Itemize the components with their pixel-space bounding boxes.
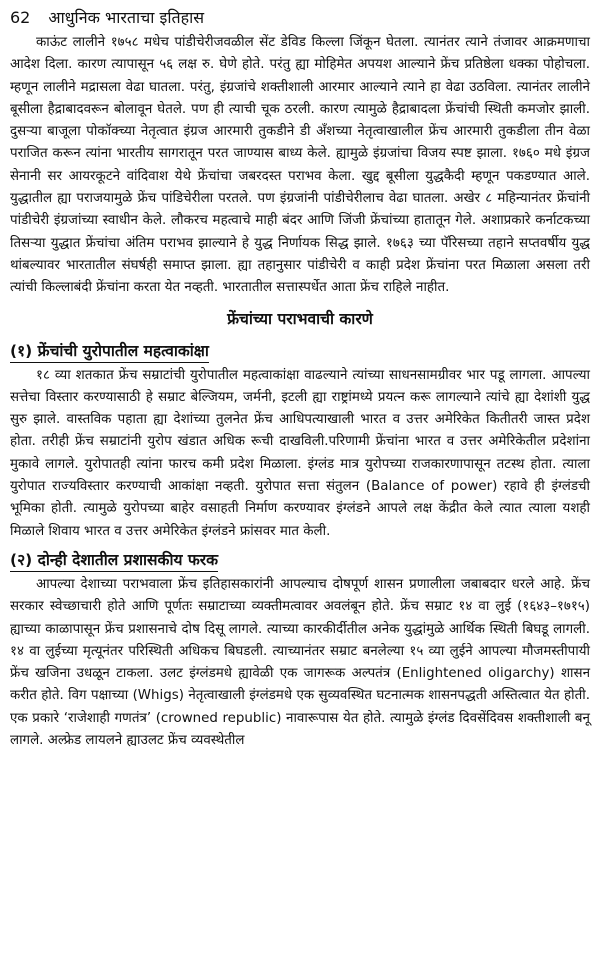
running-title: आधुनिक भारताचा इतिहास xyxy=(48,8,205,27)
section-heading: फ्रेंचांच्या पराभवाची कारणे xyxy=(227,309,373,328)
paragraph-lally-campaign: काऊंट लालीने १७५८ मधेच पांडीचेरीजवळील सेंट डेविड किल्ला जिंकून घेतला. त्यानंतर त्याने तंजावर आक्रमणाचा आदेश दिला. कारण त्यापासून ५६ लक्ष रु. घेणे होते. परंतु ह्या मोहिमेत अपयश आल्याने फ्रेंच प्रतिष्ठेला धक्का पोहोचला. म्हणून लालीने मद्रासला वेढा घातला. परंतु, इंग्रजांचे शक्तीशाली आरमार आल्याने त्याने हा वेढा उठविला. त्यानंतर लालीने बूसीला हैद्राबादवरून बोलावून घेतले. पण ही त्याची चूक ठरली. कारण त्यामुळे हैद्राबादला फ्रेंचांची स्थिती कमजोर झाली. दुसऱ्या बाजूला पोकॉक्च्या नेतृत्वात इंग्रज आरमारी तुकडीने डी अँशच्या नेतृत्वाखालील फ्रेंच आरमारी तुकडीला तीन वेळा पराजित करून त्यांना भारतीय सागरातून परत जाण्यास बाध्य केले. ह्यामुळे इंग्रजांचा विजय स्पष्ट झाला. १७६० मधे इंग्रज सेनानी सर आयरकूटने वांदिवाश येथे फ्रेंचांचा जबरदस्त पराभव केला. खुद्द बूसीला युद्धकैदी म्हणून पकडण्यात आले. युद्धातील ह्या पराजयामुळे फ्रेंच पांडिचेरीला परतले. पण इंग्रजांनी पांडीचेरीलाच वेढा घातला. अखेर ८ महिन्यानंतर फ्रेंचांनी पांडीचेरी इंग्रजांच्या स्वाधीन केले. लौकरच महत्वाचे माही बंदर आणि जिंजी फ्रेंचांच्या हातातून गेले. अशाप्रकारे कर्नाटकच्या तिसऱ्या युद्धात फ्रेंचांचा अंतिम पराभव झाल्याने हे युद्ध निर्णायक सिद्ध झाले. १७६३ च्या पॅरिसच्या तहाने सप्तवर्षीय युद्ध थांबल्यावर भारतातील संघर्षही समाप्त झाला. ह्या तहानुसार पांडीचेरी व काही प्रदेश फ्रेंचांना परत मिळाला असला तरी त्यांची किल्लाबंदी फ्रेंचांना करता येत नव्हती. भारतातील सत्तास्पर्धेत आता फ्रेंच राहिले नाहीत. xyxy=(10,35,590,296)
page-number: 62 xyxy=(10,8,31,27)
subheading-european-ambition: (१) फ्रेंचांची युरोपातील महत्वाकांक्षा xyxy=(10,340,209,363)
paragraph-administrative-difference: आपल्या देशाच्या पराभवाला फ्रेंच इतिहासकारांनी आपल्याच दोषपूर्ण शासन प्रणालीला जबाबदार धरले आहे. फ्रेंच सरकार स्वेच्छाचारी होते आणि पूर्णतः सम्राटाच्या व्यक्तीमत्वावर अवलंबून होते. फ्रेंच सम्राट १४ वा लुई (१६४३–१७१५) ह्याच्या काळापासून फ्रेंच प्रशासनाचे दोष दिसू लागले. त्याच्या कारकीर्दीतील अनेक युद्धांमुळे आर्थिक स्थिती बिघडू लागली. १४ वा लुईच्या मृत्यूनंतर परिस्थिती अधिकच बिघडली. त्याच्यानंतर सम्राट बनलेल्या १५ व्या लुईने आपल्या मौजमस्तीपायी फ्रेंच खजिना उधळून टाकला. उलट इंग्लंडमधे ह्यावेळी एक जागरूक अल्पतंत्र (Enlightened oligarchy) शासन करीत होते. विग पक्षाच्या (Whigs) नेतृत्वाखाली इंग्लंडमधे एक सुव्यवस्थित घटनात्मक शासनपद्धती अस्तित्वात येत होती. एक प्रकारे ‘राजेशाही गणतंत्र’ (crowned republic) नावारूपास येत होते. त्यामुळे इंग्लंड दिवसेंदिवस शक्तीशाली बनू लागले. अल्फ्रेड लायलने ह्याउलट फ्रेंच व्यवस्थेतील xyxy=(10,576,590,749)
paragraph-european-ambition: १८ व्या शतकात फ्रेंच सम्राटांची युरोपातील महत्वाकांक्षा वाढल्याने त्यांच्या साधनसामग्रीवर भार पडू लागला. आपल्या सत्तेचा विस्तार करण्यासाठी हे सम्राट बेल्जियम, जर्मनी, इटली ह्या राष्ट्रांमध्ये प्रयत्न करू लागल्याने त्यांचे ह्या देशांशी युद्ध सुरु झाले. वास्तविक पहाता ह्या देशांच्या तुलनेत फ्रेंच आधिपत्याखाली भारत व उत्तर अमेरिकेत कितीतरी जास्त प्रदेश होता. तरीही फ्रेंच सम्राटांनी युरोप खंडात अधिक रूची दाखविली.परिणामी फ्रेंचांना भारत व उत्तर अमेरिकेतील प्रदेशांना मुकावे लागले. युरोपातही त्यांना फारच कमी प्रदेश मिळाला. इंग्लंड मात्र युरोपच्या राजकारणापासून तटस्थ होता. त्याला युरोपात राज्यविस्तार करण्याची आकांक्षा नव्हती. युरोपात सत्ता संतुलन (Balance of power) रहावे ही इंग्लंडची भूमिका होती. त्यामुळे युरोपच्या बाहेर वसाहती निर्माण करण्यावर इंग्लंडने आपले लक्ष केंद्रीत केले त्यात त्याला यशही मिळाले शिवाय भारत व उत्तर अमेरिकेत इंग्लंडने फ्रांसवर मात केली. xyxy=(10,367,590,539)
page-header xyxy=(10,6,590,32)
subheading-administrative-difference: (२) दोन्ही देशातील प्रशासकीय फरक xyxy=(10,549,218,572)
